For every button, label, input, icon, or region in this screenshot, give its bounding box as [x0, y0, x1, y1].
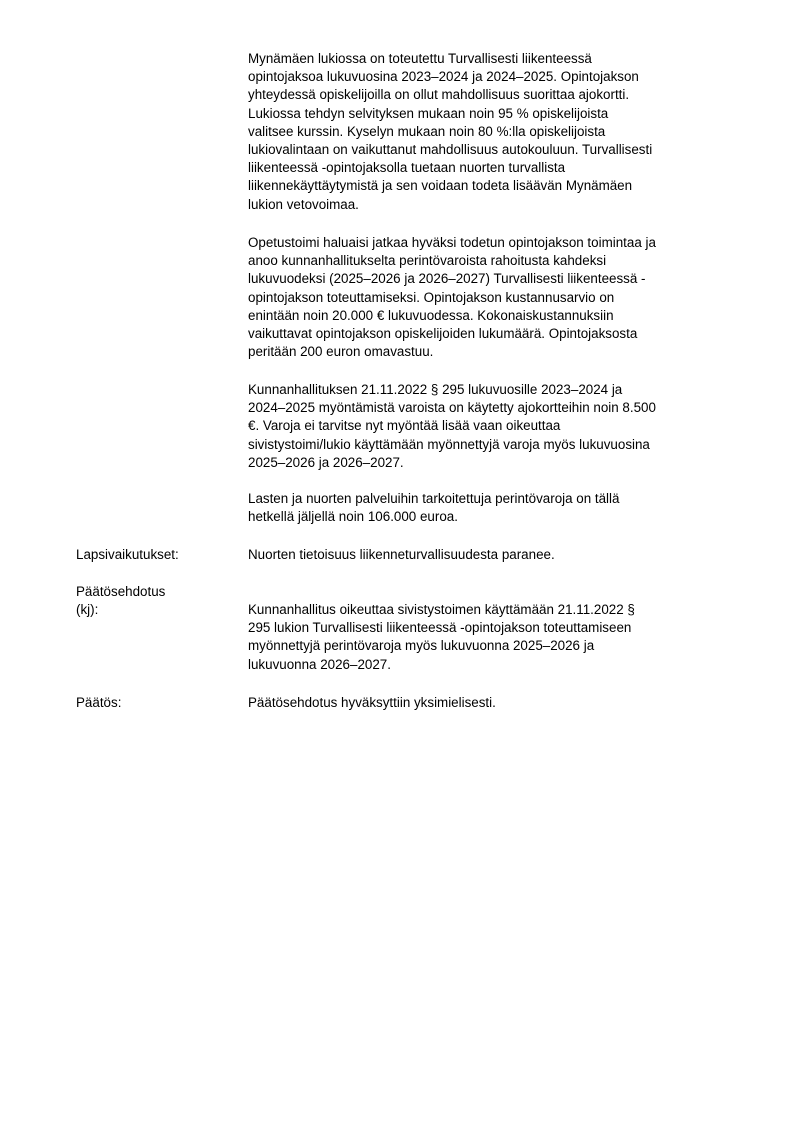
text-line: €. Varoja ei tarvitse nyt myöntää lisää vaan oikeuttaa [248, 418, 561, 434]
label-line: (kj): [76, 602, 99, 618]
text-line: enintään noin 20.000 € lukuvuodessa. Kokonaiskustannuksiin [248, 307, 614, 323]
text-line: Lukiossa tehdyn selvityksen mukaan noin 95 % opiskelijoista [248, 105, 609, 121]
text-line: liikennekäyttäytymistä ja sen voidaan todeta lisäävän Mynämäen [248, 178, 633, 194]
text-line: liikenteessä -opintojaksolla tuetaan nuorten turvallista [248, 160, 566, 176]
text-line: lukion vetovoimaa. [248, 196, 359, 212]
section-text-proposal [248, 601, 748, 674]
text-line: Opetustoimi haluaisi jatkaa hyväksi todetun opintojakson toimintaa ja [248, 235, 656, 250]
text-line: Mynämäen lukiossa on toteutettu Turvallisesti liikenteessä [248, 51, 592, 66]
section-text-decision [248, 694, 748, 712]
label-line: Päätös: [76, 695, 122, 710]
paragraph-funding-request [248, 234, 748, 361]
text-line: myönnettyjä perintövaroja myös lukuvuonna 2025–2026 ja [248, 638, 595, 654]
paragraph-course-background [248, 50, 748, 214]
text-line: lukuvuonna 2026–2027. [248, 656, 391, 672]
paragraph-previous-decision [248, 381, 748, 472]
text-line: opintojakson toteuttamiseksi. Opintojakson kustannusarvio on [248, 289, 615, 305]
section-label-proposal [76, 583, 236, 619]
text-line: Nuorten tietoisuus liikenneturvallisuudesta paranee. [248, 547, 555, 562]
text-line: hetkellä jäljellä noin 106.000 euroa. [248, 509, 458, 525]
text-line: Päätösehdotus hyväksyttiin yksimielisesti. [248, 695, 496, 710]
text-line: 2024–2025 myöntämistä varoista on käytetty ajokortteihin noin 8.500 [248, 400, 656, 416]
section-label-child-impacts [76, 546, 236, 564]
text-line: vaikuttavat opintojakson opiskelijoiden lukumäärä. Opintojaksosta [248, 326, 638, 342]
text-line: sivistystoimi/lukio käyttämään myönnettyjä varoja myös lukuvuosina [248, 436, 650, 452]
section-text-child-impacts [248, 546, 748, 564]
text-line: Kunnanhallituksen 21.11.2022 § 295 lukuvuosille 2023–2024 ja [248, 382, 623, 397]
text-line: 295 lukion Turvallisesti liikenteessä -opintojakson toteuttamiseen [248, 620, 632, 636]
label-line: Päätösehdotus [76, 584, 166, 599]
text-line: Kunnanhallitus oikeuttaa sivistystoimen käyttämään 21.11.2022 § [248, 602, 635, 617]
label-line: Lapsivaikutukset: [76, 547, 179, 562]
text-line: lukuvuodeksi (2025–2026 ja 2026–2027) Turvallisesti liikenteessä - [248, 271, 646, 287]
text-line: opintojaksoa lukuvuosina 2023–2024 ja 2024–2025. Opintojakson [248, 69, 639, 85]
text-line: lukiovalintaan on vaikuttanut mahdollisuus autokouluun. Turvallisesti [248, 142, 653, 158]
text-line: anoo kunnanhallitukselta perintövaroista rahoitusta kahdeksi [248, 253, 607, 269]
text-line: yhteydessä opiskelijoilla on ollut mahdollisuus suorittaa ajokortti. [248, 87, 630, 103]
text-line: peritään 200 euron omavastuu. [248, 344, 434, 360]
paragraph-remaining-funds [248, 490, 748, 526]
text-line: 2025–2026 ja 2026–2027. [248, 454, 404, 470]
section-label-decision [76, 694, 236, 712]
text-line: Lasten ja nuorten palveluihin tarkoitettuja perintövaroja on tällä [248, 491, 620, 506]
text-line: valitsee kurssin. Kyselyn mukaan noin 80 %:lla opiskelijoista [248, 123, 606, 139]
